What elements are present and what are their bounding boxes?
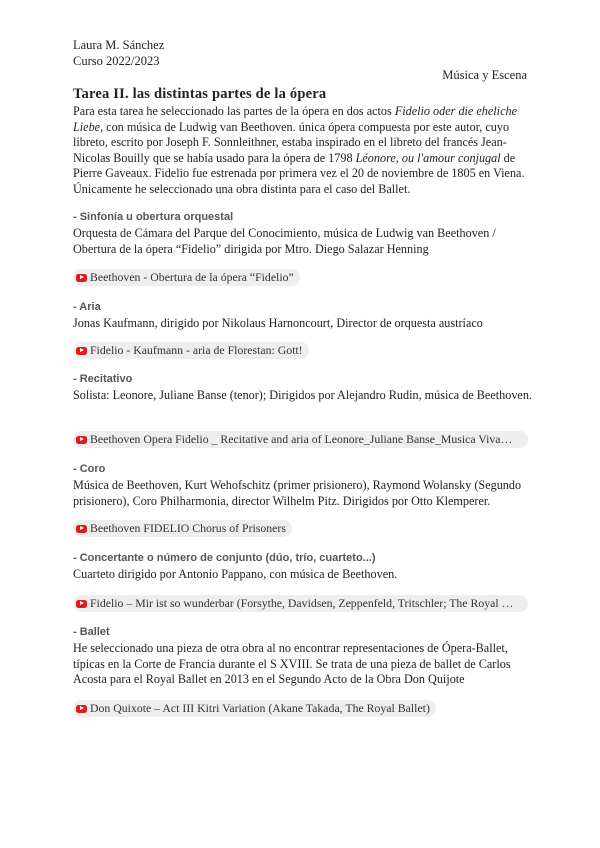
youtube-icon [76,347,87,355]
section-text-recitativo: Solista: Leonore, Juliane Banse (tenor); Dirigidos por Alejandro Rudin, música de Beethoven. [73,388,532,402]
intro-opera-title: Fidelio oder die eheliche Liebe [73,104,517,134]
intro-text-3: de Pierre Gaveaux. Fidelio fue estrenada por primera vez el 20 de noviembre de 1805 en Viena. Únicamente he seleccionado una obra distinta para el caso del Ballet. [73,150,525,196]
section-heading-ballet: - Ballet [73,626,110,638]
link-label: Beethoven FIDELIO Chorus of Prisoners [90,521,286,535]
youtube-icon [76,705,87,713]
page-title: Tarea II. las distintas partes de la ópera [73,86,327,102]
link-label: Fidelio - Kaufmann - aria de Florestan: Gott! [90,343,303,357]
section-heading-concertante: - Concertante o número de conjunto (dúo, trío, cuarteto...) [73,552,376,564]
link-label: Fidelio – Mir ist so wunderbar (Forsythe, Davidsen, Zeppenfeld, Tritschler; The Royal … [90,596,514,610]
link-label: Don Quixote – Act III Kitri Variation (Akane Takada, The Royal Ballet) [90,701,430,715]
intro-gaveaux-title: Léonore, ou l'amour conjugal [355,150,501,165]
section-heading-recitativo: - Recitativo [73,373,133,385]
section-heading-obertura: - Sinfonía u obertura orquestal [73,211,234,223]
youtube-link-ballet[interactable] [73,700,436,717]
link-label: Beethoven Opera Fidelio _ Recitative and aria of Leonore_Juliane Banse_Musica Viva… [90,432,513,446]
youtube-icon [76,274,87,282]
youtube-link-coro[interactable] [73,520,292,537]
link-label: Beethoven - Obertura de la ópera “Fidelio” [90,270,294,284]
section-heading-coro: - Coro [73,463,106,475]
author-name: Laura M. Sánchez [73,38,165,52]
course-year: Curso 2022/2023 [73,54,160,68]
youtube-icon [76,436,87,444]
section-text-concertante: Cuarteto dirigido por Antonio Pappano, con música de Beethoven. [73,567,398,581]
section-text-ballet: He seleccionado una pieza de otra obra al no encontrar representaciones de Ópera-Ballet, típicas en la Corte de Francia durante el S XVIII. Se trata de una pieza de ballet de Carlos Acosta para el Royal Ballet en 2013 en el Segundo Acto de la Obra Don Quijote [73,641,511,686]
section-text-aria: Jonas Kaufmann, dirigido por Nikolaus Harnoncourt, Director de orquesta austríaco [73,316,483,330]
youtube-icon [76,525,87,533]
intro-text-2: , con música de Ludwig van Beethoven. única ópera compuesta por este autor, cuyo libreto, escrito por Joseph F. Sonnleithner, estaba inspirado en el libreto del francés Jean-Nicolas Bouilly que se había usado para la ópera de 1798 [73,119,510,165]
youtube-link-obertura[interactable] [73,269,300,286]
subject-name: Música y Escena [442,68,527,82]
section-text-obertura: Orquesta de Cámara del Parque del Conocimiento, música de Ludwig van Beethoven / Obertura de la ópera “Fidelio” dirigida por Mtro. Diego Salazar Henning [73,226,496,256]
youtube-link-aria[interactable] [73,342,309,359]
youtube-link-recitativo[interactable] [73,431,528,448]
intro-text-1: Para esta tarea he seleccionado las partes de la ópera en dos actos [73,104,395,118]
youtube-icon [76,600,87,608]
section-heading-aria: - Aria [73,301,101,313]
section-text-coro: Música de Beethoven, Kurt Wehofschitz (primer prisionero), Raymond Wolansky (Segundo prisionero), Coro Philharmonia, director Wilhelm Pitz. Dirigidos por Otto Klemperer. [73,478,522,508]
youtube-link-concertante[interactable] [73,595,528,612]
intro-paragraph [73,104,533,197]
